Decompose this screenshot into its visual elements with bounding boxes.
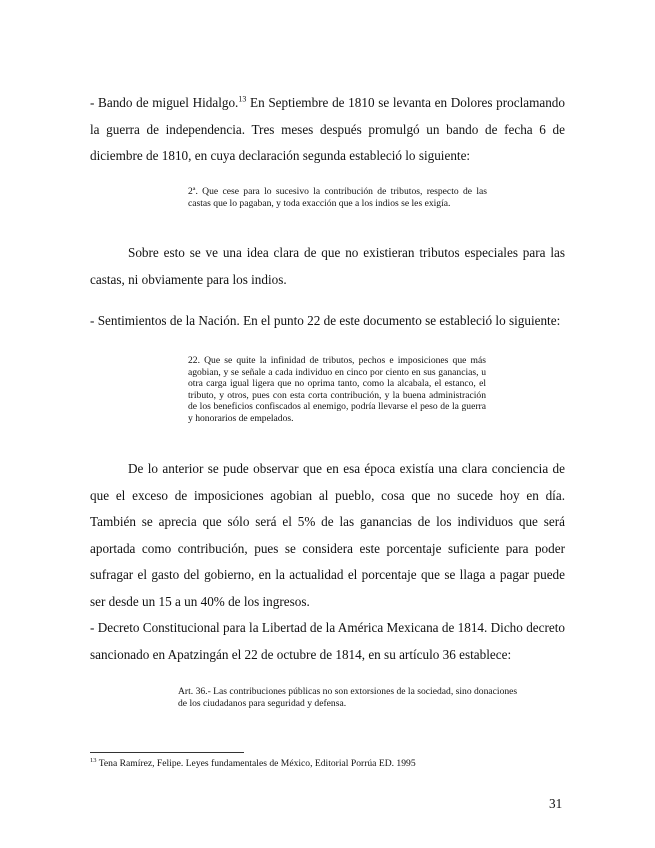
quote-articulo-36: Art. 36.- Las contribuciones públicas no son extorsiones de la sociedad, sino donaciones de los ciudadanos para seguridad y defensa. [178, 686, 518, 709]
quote-bando-declaracion: 2ª. Que cese para lo sucesivo la contribución de tributos, respecto de las castas que lo pagaban, y toda exacción que a los indios se les exigía. [188, 186, 487, 209]
quote-punto-22: 22. Que se quite la infinidad de tributos, pechos e imposiciones que más agobian, y se señale a cada individuo en cinco por ciento en sus ganancias, u otra carga igual ligera que no oprima tanto, como la alcabala, el estanco, el tributo, y otros, pues con esta corta contribución, y la buena administración de los beneficios confiscados al enemigo, podría llevarse el peso de la guerra y honorarios de empelados. [188, 355, 486, 424]
paragraph-sentimientos: - Sentimientos de la Nación. En el punto 22 de este documento se estableció lo siguiente: [90, 313, 561, 328]
footnote [90, 758, 416, 770]
paragraph-decreto: - Decreto Constitucional para la Libertad de la América Mexicana de 1814. Dicho decreto sancionado en Apatzingán el 22 de octubre de 1814, en su artículo 36 establece: [90, 620, 565, 662]
paragraph-bando-hidalgo [90, 90, 565, 170]
paragraph-analisis: De lo anterior se pude observar que en esa época existía una clara conciencia de que el exceso de imposiciones agobian al pueblo, cosa que no sucede hoy en día. También se aprecia que sólo será el 5% de las ganancias de los individuos que será aportada como contribución, pues se considera este porcentaje suficiente para poder sufragar el gasto del gobierno, en la actualidad el porcentaje que se llaga a pagar puede ser desde un 15 a un 40% de los ingresos. [90, 461, 565, 609]
paragraph-bando-hidalgo-text-end: En Septiembre de 1810 se levanta en Dolores proclamando la guerra de independencia. Tres meses después promulgó un bando de fecha 6 de diciembre de 1810, en cuya declaración segunda estableció lo siguiente: [90, 95, 565, 164]
footnote-reference[interactable]: 13 [238, 94, 247, 104]
paragraph-castas: Sobre esto se ve una idea clara de que no existieran tributos especiales para las castas, ni obviamente para los indios. [90, 245, 565, 287]
footnote-separator [90, 752, 244, 753]
paragraph-bando-hidalgo-text-start: - Bando de miguel Hidalgo. [90, 95, 239, 110]
footnote-text: Tena Ramírez, Felipe. Leyes fundamentales de México, Editorial Porrúa ED. 1995 [96, 758, 416, 769]
page-number: 31 [549, 796, 563, 811]
footnote-number: 13 [90, 756, 97, 764]
